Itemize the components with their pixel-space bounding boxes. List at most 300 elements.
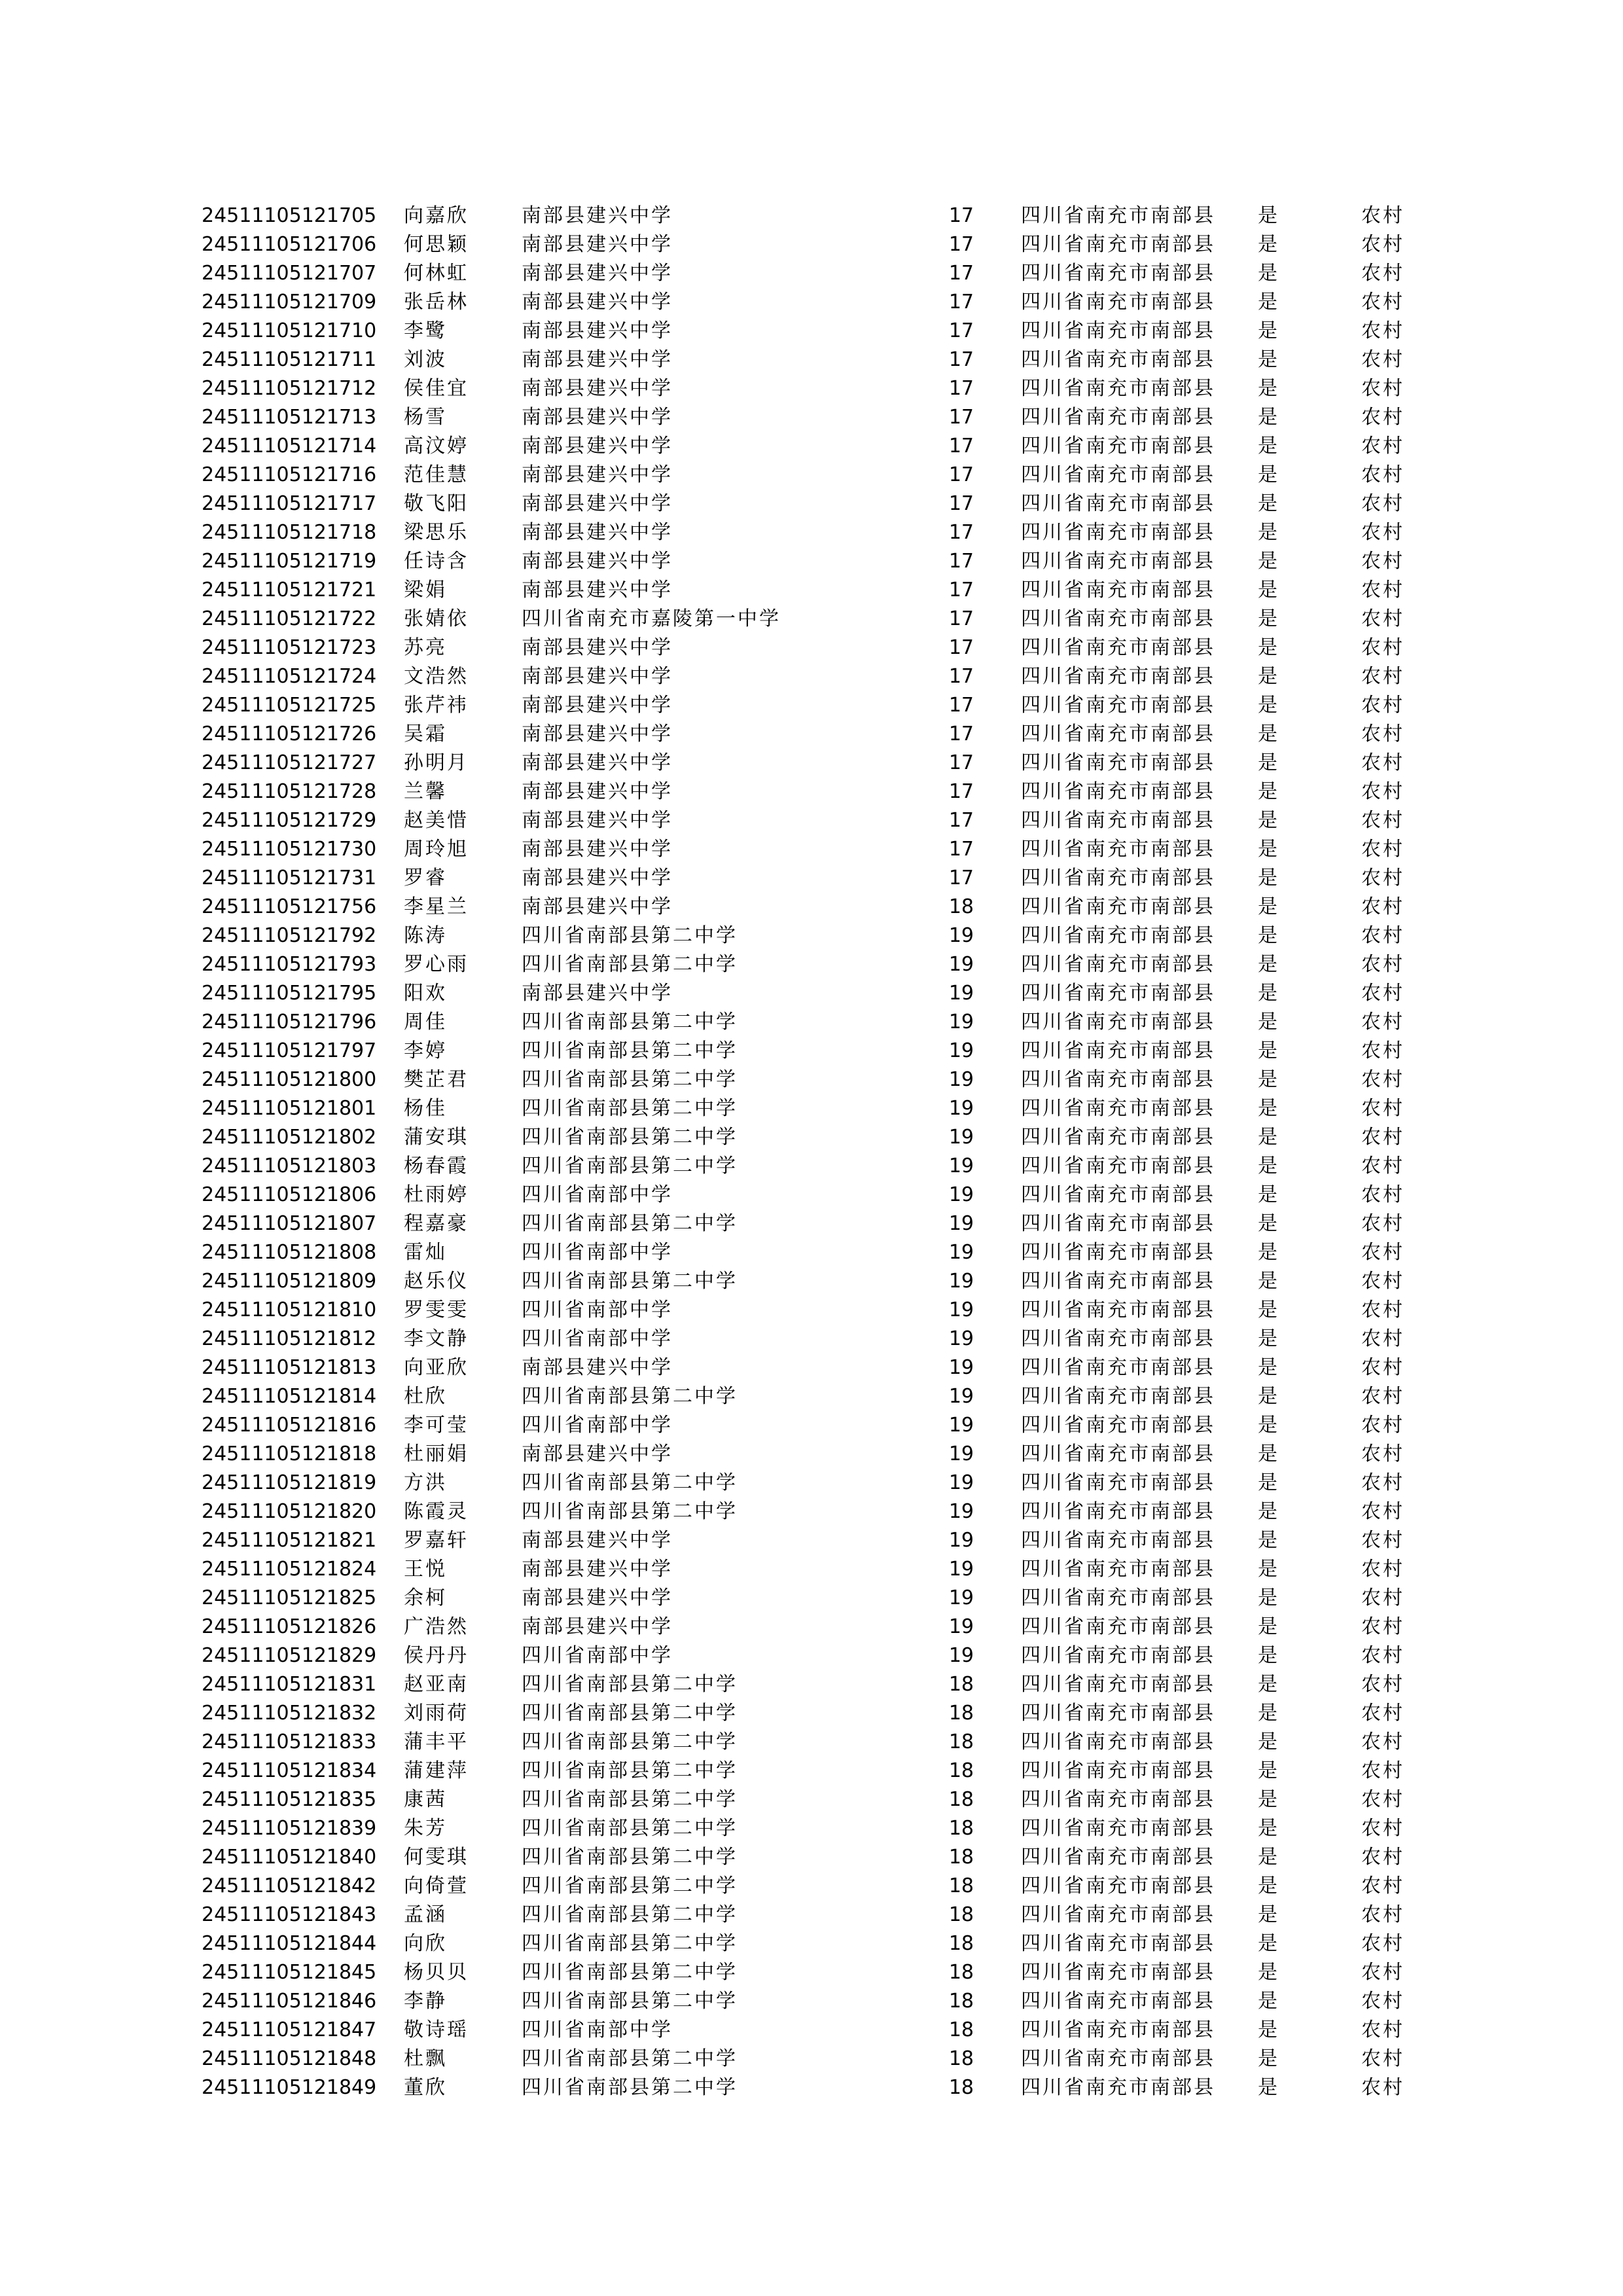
household-region: 四川省南充市南部县	[1021, 1443, 1215, 1465]
table-row	[0, 1181, 1623, 1210]
student-name: 何林虹	[404, 262, 469, 285]
household-region: 四川省南充市南部县	[1021, 1759, 1215, 1782]
confirm-flag: 是	[1258, 1155, 1279, 1177]
household-region: 四川省南充市南部县	[1021, 1788, 1215, 1811]
exam-id: 24511105121756	[202, 895, 377, 918]
household-region: 四川省南充市南部县	[1021, 1615, 1215, 1638]
residence-type: 农村	[1361, 1356, 1404, 1379]
confirm-flag: 是	[1258, 348, 1279, 371]
student-name: 罗雯雯	[404, 1299, 469, 1321]
household-region: 四川省南充市南部县	[1021, 1039, 1215, 1062]
table-row	[0, 1440, 1623, 1469]
student-name: 李静	[404, 1990, 447, 2013]
confirm-flag: 是	[1258, 1644, 1279, 1667]
table-row	[0, 1469, 1623, 1498]
table-row	[0, 1094, 1623, 1123]
age-value: 19	[948, 1241, 974, 1264]
table-row	[0, 950, 1623, 979]
table-row	[0, 1210, 1623, 1238]
school-name: 四川省南部中学	[522, 1183, 673, 1206]
household-region: 四川省南充市南部县	[1021, 694, 1215, 717]
school-name: 四川省南部中学	[522, 2018, 673, 2041]
table-row	[0, 1757, 1623, 1785]
exam-id: 24511105121826	[202, 1615, 377, 1638]
confirm-flag: 是	[1258, 1385, 1279, 1408]
school-name: 南部县建兴中学	[522, 1587, 673, 1609]
student-name: 杜雨婷	[404, 1183, 469, 1206]
residence-type: 农村	[1361, 1673, 1404, 1696]
table-row	[0, 2045, 1623, 2073]
residence-type: 农村	[1361, 377, 1404, 400]
table-row	[0, 230, 1623, 259]
confirm-flag: 是	[1258, 1068, 1279, 1091]
school-name: 四川省南部县第二中学	[522, 1500, 738, 1523]
confirm-flag: 是	[1258, 924, 1279, 947]
age-value: 19	[948, 1385, 974, 1408]
confirm-flag: 是	[1258, 2018, 1279, 2041]
student-name: 李婷	[404, 1039, 447, 1062]
age-value: 19	[948, 1587, 974, 1609]
student-name: 何思颖	[404, 233, 469, 256]
confirm-flag: 是	[1258, 463, 1279, 486]
confirm-flag: 是	[1258, 2047, 1279, 2070]
student-name: 杜欣	[404, 1385, 447, 1408]
school-name: 四川省南部县第二中学	[522, 1039, 738, 1062]
table-row	[0, 1267, 1623, 1296]
school-name: 南部县建兴中学	[522, 262, 673, 285]
table-row	[0, 778, 1623, 806]
table-row	[0, 605, 1623, 634]
school-name: 四川省南部县第二中学	[522, 1212, 738, 1235]
school-name: 南部县建兴中学	[522, 579, 673, 601]
household-region: 四川省南充市南部县	[1021, 953, 1215, 976]
student-name: 侯丹丹	[404, 1644, 469, 1667]
exam-id: 24511105121726	[202, 723, 377, 745]
confirm-flag: 是	[1258, 1846, 1279, 1869]
confirm-flag: 是	[1258, 319, 1279, 342]
exam-id: 24511105121792	[202, 924, 377, 947]
student-name: 蒲建萍	[404, 1759, 469, 1782]
residence-type: 农村	[1361, 348, 1404, 371]
table-row	[0, 1584, 1623, 1613]
table-row	[0, 1670, 1623, 1699]
school-name: 南部县建兴中学	[522, 377, 673, 400]
age-value: 17	[948, 694, 974, 717]
exam-id: 24511105121825	[202, 1587, 377, 1609]
exam-id: 24511105121706	[202, 233, 377, 256]
exam-id: 24511105121709	[202, 291, 377, 314]
household-region: 四川省南充市南部县	[1021, 319, 1215, 342]
table-row	[0, 1901, 1623, 1929]
household-region: 四川省南充市南部县	[1021, 348, 1215, 371]
confirm-flag: 是	[1258, 1414, 1279, 1437]
household-region: 四川省南充市南部县	[1021, 492, 1215, 515]
confirm-flag: 是	[1258, 1731, 1279, 1753]
school-name: 四川省南部县第二中学	[522, 1155, 738, 1177]
household-region: 四川省南充市南部县	[1021, 1212, 1215, 1235]
table-row	[0, 1843, 1623, 1872]
residence-type: 农村	[1361, 665, 1404, 688]
exam-id: 24511105121727	[202, 751, 377, 774]
confirm-flag: 是	[1258, 953, 1279, 976]
age-value: 19	[948, 924, 974, 947]
exam-id: 24511105121847	[202, 2018, 377, 2041]
school-name: 四川省南部县第二中学	[522, 1846, 738, 1869]
exam-id: 24511105121725	[202, 694, 377, 717]
age-value: 17	[948, 262, 974, 285]
table-row	[0, 1382, 1623, 1411]
school-name: 南部县建兴中学	[522, 1558, 673, 1581]
residence-type: 农村	[1361, 982, 1404, 1005]
confirm-flag: 是	[1258, 262, 1279, 285]
student-name: 雷灿	[404, 1241, 447, 1264]
confirm-flag: 是	[1258, 1126, 1279, 1149]
residence-type: 农村	[1361, 1443, 1404, 1465]
age-value: 19	[948, 1039, 974, 1062]
table-row	[0, 1872, 1623, 1901]
residence-type: 农村	[1361, 1990, 1404, 2013]
confirm-flag: 是	[1258, 579, 1279, 601]
age-value: 17	[948, 579, 974, 601]
student-name: 董欣	[404, 2076, 447, 2099]
residence-type: 农村	[1361, 1759, 1404, 1782]
residence-type: 农村	[1361, 1846, 1404, 1869]
household-region: 四川省南充市南部县	[1021, 1644, 1215, 1667]
household-region: 四川省南充市南部县	[1021, 1529, 1215, 1552]
household-region: 四川省南充市南部县	[1021, 233, 1215, 256]
household-region: 四川省南充市南部县	[1021, 463, 1215, 486]
confirm-flag: 是	[1258, 809, 1279, 832]
residence-type: 农村	[1361, 550, 1404, 573]
household-region: 四川省南充市南部县	[1021, 607, 1215, 630]
student-name: 张岳林	[404, 291, 469, 314]
age-value: 18	[948, 1702, 974, 1725]
age-value: 17	[948, 607, 974, 630]
school-name: 南部县建兴中学	[522, 1443, 673, 1465]
age-value: 19	[948, 1471, 974, 1494]
confirm-flag: 是	[1258, 895, 1279, 918]
age-value: 18	[948, 1788, 974, 1811]
age-value: 18	[948, 1759, 974, 1782]
student-name: 罗心雨	[404, 953, 469, 976]
table-row	[0, 1152, 1623, 1181]
school-name: 南部县建兴中学	[522, 665, 673, 688]
exam-id: 24511105121824	[202, 1558, 377, 1581]
exam-id: 24511105121834	[202, 1759, 377, 1782]
student-name: 程嘉豪	[404, 1212, 469, 1235]
table-row	[0, 547, 1623, 576]
age-value: 17	[948, 780, 974, 803]
student-name: 杨佳	[404, 1097, 447, 1120]
table-row	[0, 576, 1623, 605]
school-name: 四川省南部县第二中学	[522, 1385, 738, 1408]
household-region: 四川省南充市南部县	[1021, 2047, 1215, 2070]
confirm-flag: 是	[1258, 665, 1279, 688]
table-row	[0, 1008, 1623, 1037]
table-row	[0, 1699, 1623, 1728]
residence-type: 农村	[1361, 1241, 1404, 1264]
school-name: 四川省南部县第二中学	[522, 1759, 738, 1782]
table-row	[0, 634, 1623, 662]
table-row	[0, 2016, 1623, 2045]
table-row	[0, 864, 1623, 893]
household-region: 四川省南充市南部县	[1021, 1903, 1215, 1926]
table-row	[0, 749, 1623, 778]
residence-type: 农村	[1361, 1097, 1404, 1120]
residence-type: 农村	[1361, 1183, 1404, 1206]
household-region: 四川省南充市南部县	[1021, 924, 1215, 947]
residence-type: 农村	[1361, 1299, 1404, 1321]
student-name: 范佳慧	[404, 463, 469, 486]
school-name: 四川省南部县第二中学	[522, 1471, 738, 1494]
confirm-flag: 是	[1258, 1558, 1279, 1581]
school-name: 四川省南部县第二中学	[522, 1788, 738, 1811]
school-name: 南部县建兴中学	[522, 895, 673, 918]
household-region: 四川省南充市南部县	[1021, 2018, 1215, 2041]
table-row	[0, 1728, 1623, 1757]
residence-type: 农村	[1361, 406, 1404, 429]
household-region: 四川省南充市南部县	[1021, 1183, 1215, 1206]
exam-id: 24511105121832	[202, 1702, 377, 1725]
age-value: 19	[948, 1558, 974, 1581]
residence-type: 农村	[1361, 1558, 1404, 1581]
table-row	[0, 1123, 1623, 1152]
table-row	[0, 720, 1623, 749]
student-name: 赵美惜	[404, 809, 469, 832]
school-name: 四川省南部县第二中学	[522, 1011, 738, 1033]
residence-type: 农村	[1361, 867, 1404, 889]
exam-id: 24511105121831	[202, 1673, 377, 1696]
exam-id: 24511105121835	[202, 1788, 377, 1811]
residence-type: 农村	[1361, 463, 1404, 486]
student-name: 杜丽娟	[404, 1443, 469, 1465]
table-row	[0, 1296, 1623, 1325]
school-name: 南部县建兴中学	[522, 694, 673, 717]
confirm-flag: 是	[1258, 1990, 1279, 2013]
table-row	[0, 1785, 1623, 1814]
student-name: 罗睿	[404, 867, 447, 889]
residence-type: 农村	[1361, 751, 1404, 774]
residence-type: 农村	[1361, 319, 1404, 342]
household-region: 四川省南充市南部县	[1021, 1414, 1215, 1437]
student-name: 侯佳宜	[404, 377, 469, 400]
household-region: 四川省南充市南部县	[1021, 780, 1215, 803]
student-name: 周佳	[404, 1011, 447, 1033]
exam-id: 24511105121719	[202, 550, 377, 573]
exam-id: 24511105121820	[202, 1500, 377, 1523]
table-row	[0, 662, 1623, 691]
household-region: 四川省南充市南部县	[1021, 1385, 1215, 1408]
exam-id: 24511105121812	[202, 1327, 377, 1350]
table-row	[0, 202, 1623, 230]
school-name: 南部县建兴中学	[522, 435, 673, 457]
exam-id: 24511105121839	[202, 1817, 377, 1840]
household-region: 四川省南充市南部县	[1021, 895, 1215, 918]
exam-id: 24511105121713	[202, 406, 377, 429]
residence-type: 农村	[1361, 1731, 1404, 1753]
student-name: 刘雨荷	[404, 1702, 469, 1725]
age-value: 17	[948, 492, 974, 515]
confirm-flag: 是	[1258, 1932, 1279, 1955]
school-name: 四川省南部县第二中学	[522, 1270, 738, 1293]
student-name: 李星兰	[404, 895, 469, 918]
school-name: 南部县建兴中学	[522, 492, 673, 515]
residence-type: 农村	[1361, 233, 1404, 256]
school-name: 四川省南部县第二中学	[522, 2076, 738, 2099]
age-value: 17	[948, 233, 974, 256]
age-value: 17	[948, 291, 974, 314]
residence-type: 农村	[1361, 1039, 1404, 1062]
household-region: 四川省南充市南部县	[1021, 377, 1215, 400]
age-value: 19	[948, 1126, 974, 1149]
student-name: 吴霜	[404, 723, 447, 745]
exam-id: 24511105121802	[202, 1126, 377, 1149]
confirm-flag: 是	[1258, 2076, 1279, 2099]
school-name: 南部县建兴中学	[522, 751, 673, 774]
exam-id: 24511105121716	[202, 463, 377, 486]
confirm-flag: 是	[1258, 1817, 1279, 1840]
residence-type: 农村	[1361, 435, 1404, 457]
exam-id: 24511105121797	[202, 1039, 377, 1062]
student-table	[0, 202, 1623, 2102]
student-name: 兰馨	[404, 780, 447, 803]
household-region: 四川省南充市南部县	[1021, 1673, 1215, 1696]
confirm-flag: 是	[1258, 1241, 1279, 1264]
confirm-flag: 是	[1258, 291, 1279, 314]
exam-id: 24511105121842	[202, 1874, 377, 1897]
student-name: 梁思乐	[404, 521, 469, 544]
school-name: 南部县建兴中学	[522, 780, 673, 803]
exam-id: 24511105121711	[202, 348, 377, 371]
age-value: 19	[948, 1644, 974, 1667]
confirm-flag: 是	[1258, 1011, 1279, 1033]
student-name: 陈涛	[404, 924, 447, 947]
table-row	[0, 1238, 1623, 1267]
age-value: 18	[948, 2076, 974, 2099]
exam-id: 24511105121809	[202, 1270, 377, 1293]
age-value: 17	[948, 751, 974, 774]
student-name: 蒲丰平	[404, 1731, 469, 1753]
exam-id: 24511105121813	[202, 1356, 377, 1379]
exam-id: 24511105121818	[202, 1443, 377, 1465]
student-name: 杨贝贝	[404, 1961, 469, 1984]
student-name: 王悦	[404, 1558, 447, 1581]
confirm-flag: 是	[1258, 1212, 1279, 1235]
residence-type: 农村	[1361, 1500, 1404, 1523]
residence-type: 农村	[1361, 291, 1404, 314]
exam-id: 24511105121844	[202, 1932, 377, 1955]
residence-type: 农村	[1361, 2018, 1404, 2041]
table-row	[0, 374, 1623, 403]
age-value: 19	[948, 1500, 974, 1523]
student-name: 刘波	[404, 348, 447, 371]
confirm-flag: 是	[1258, 1615, 1279, 1638]
student-name: 阳欢	[404, 982, 447, 1005]
exam-id: 24511105121843	[202, 1903, 377, 1926]
exam-id: 24511105121718	[202, 521, 377, 544]
confirm-flag: 是	[1258, 1702, 1279, 1725]
student-name: 张芹祎	[404, 694, 469, 717]
exam-id: 24511105121731	[202, 867, 377, 889]
exam-id: 24511105121800	[202, 1068, 377, 1091]
residence-type: 农村	[1361, 1414, 1404, 1437]
exam-id: 24511105121724	[202, 665, 377, 688]
school-name: 四川省南部县第二中学	[522, 2047, 738, 2070]
table-row	[0, 1958, 1623, 1987]
school-name: 南部县建兴中学	[522, 838, 673, 861]
age-value: 17	[948, 204, 974, 227]
age-value: 17	[948, 665, 974, 688]
household-region: 四川省南充市南部县	[1021, 1126, 1215, 1149]
age-value: 19	[948, 1183, 974, 1206]
confirm-flag: 是	[1258, 636, 1279, 659]
household-region: 四川省南充市南部县	[1021, 435, 1215, 457]
student-name: 赵亚南	[404, 1673, 469, 1696]
residence-type: 农村	[1361, 1932, 1404, 1955]
table-row	[0, 806, 1623, 835]
residence-type: 农村	[1361, 694, 1404, 717]
age-value: 19	[948, 1356, 974, 1379]
household-region: 四川省南充市南部县	[1021, 1500, 1215, 1523]
confirm-flag: 是	[1258, 1270, 1279, 1293]
school-name: 四川省南部县第二中学	[522, 1097, 738, 1120]
age-value: 17	[948, 463, 974, 486]
residence-type: 农村	[1361, 953, 1404, 976]
confirm-flag: 是	[1258, 1443, 1279, 1465]
student-name: 杨雪	[404, 406, 447, 429]
age-value: 17	[948, 723, 974, 745]
student-name: 高汶婷	[404, 435, 469, 457]
household-region: 四川省南充市南部县	[1021, 1558, 1215, 1581]
table-row	[0, 835, 1623, 864]
student-name: 孙明月	[404, 751, 469, 774]
age-value: 18	[948, 1817, 974, 1840]
age-value: 18	[948, 1673, 974, 1696]
residence-type: 农村	[1361, 1817, 1404, 1840]
household-region: 四川省南充市南部县	[1021, 1702, 1215, 1725]
household-region: 四川省南充市南部县	[1021, 204, 1215, 227]
exam-id: 24511105121717	[202, 492, 377, 515]
student-name: 周玲旭	[404, 838, 469, 861]
residence-type: 农村	[1361, 1327, 1404, 1350]
age-value: 18	[948, 1846, 974, 1869]
age-value: 17	[948, 550, 974, 573]
exam-id: 24511105121707	[202, 262, 377, 285]
table-row	[0, 461, 1623, 490]
table-row	[0, 346, 1623, 374]
student-name: 张婧依	[404, 607, 469, 630]
confirm-flag: 是	[1258, 1874, 1279, 1897]
residence-type: 农村	[1361, 1874, 1404, 1897]
student-name: 向欣	[404, 1932, 447, 1955]
age-value: 19	[948, 1615, 974, 1638]
table-row	[0, 288, 1623, 317]
household-region: 四川省南充市南部县	[1021, 1097, 1215, 1120]
household-region: 四川省南充市南部县	[1021, 1587, 1215, 1609]
residence-type: 农村	[1361, 838, 1404, 861]
table-row	[0, 1929, 1623, 1958]
residence-type: 农村	[1361, 1615, 1404, 1638]
confirm-flag: 是	[1258, 780, 1279, 803]
exam-id: 24511105121806	[202, 1183, 377, 1206]
table-row	[0, 1498, 1623, 1526]
confirm-flag: 是	[1258, 1759, 1279, 1782]
school-name: 南部县建兴中学	[522, 319, 673, 342]
household-region: 四川省南充市南部县	[1021, 1961, 1215, 1984]
confirm-flag: 是	[1258, 1471, 1279, 1494]
student-name: 何雯琪	[404, 1846, 469, 1869]
student-name: 敬诗瑶	[404, 2018, 469, 2041]
